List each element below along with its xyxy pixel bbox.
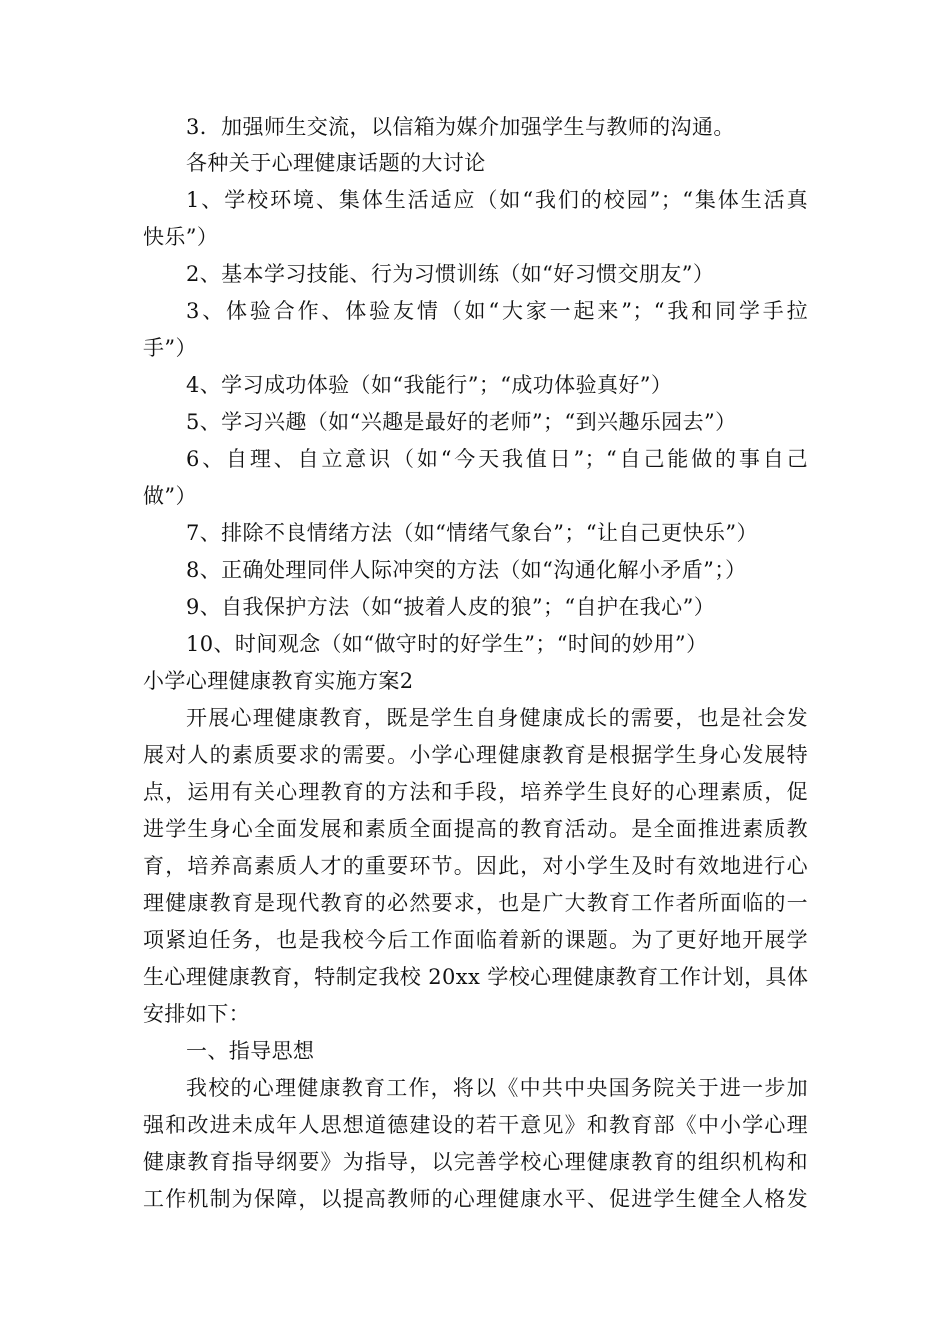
text-line-24: 生心理健康教育，特制定我校 20xx 学校心理健康教育工作计划，具体 (143, 965, 809, 989)
text-line-25: 安排如下： (143, 1002, 250, 1026)
text-line-5: 2、基本学习技能、行为习惯训练（如“好习惯交朋友”） (186, 262, 715, 286)
text-line-18: 展对人的素质要求的需要。小学心理健康教育是根据学生身心发展特 (143, 743, 808, 767)
text-line-1: 3．加强师生交流，以信箱为媒介加强学生与教师的沟通。 (186, 115, 735, 139)
text-line-17: 开展心理健康教育，既是学生自身健康成长的需要，也是社会发 (186, 706, 808, 730)
text-line-22: 理健康教育是现代教育的必然要求，也是广大教育工作者所面临的一 (143, 891, 808, 915)
text-line-19: 点，运用有关心理教育的方法和手段，培养学生良好的心理素质，促 (143, 780, 808, 804)
text-line-4: 快乐”） (143, 225, 219, 249)
text-line-21: 育，培养高素质人才的重要环节。因此，对小学生及时有效地进行心 (143, 854, 808, 878)
text-line-27: 我校的心理健康教育工作，将以《中共中央国务院关于进一步加 (186, 1076, 808, 1100)
subsection-heading: 一、指导思想 (186, 1039, 315, 1063)
text-line-9: 5、学习兴趣（如“兴趣是最好的老师”；“到兴趣乐园去”） (186, 410, 737, 434)
text-line-15: 10、时间观念（如“做守时的好学生”；“时间的妙用”） (186, 632, 708, 656)
text-line-6: 3、体验合作、体验友情（如“大家一起来”；“我和同学手拉 (186, 299, 808, 323)
text-line-11: 做”） (143, 484, 197, 508)
text-line-30: 工作机制为保障，以提高教师的心理健康水平、促进学生健全人格发 (143, 1187, 808, 1211)
text-line-23: 项紧迫任务，也是我校今后工作面临着新的课题。为了更好地开展学 (143, 928, 808, 952)
text-line-14: 9、自我保护方法（如“披着人皮的狼”；“自护在我心”） (186, 595, 716, 619)
text-line-12: 7、排除不良情绪方法（如“情绪气象台”；“让自己更快乐”） (186, 521, 758, 545)
text-line-7: 手”） (143, 336, 197, 360)
text-line-2: 各种关于心理健康话题的大讨论 (186, 151, 486, 175)
text-line-13: 8、正确处理同伴人际冲突的方法（如“沟通化解小矛盾”；） (186, 558, 747, 582)
text-line-20: 进学生身心全面发展和素质全面提高的教育活动。是全面推进素质教 (143, 817, 808, 841)
section-heading: 小学心理健康教育实施方案2 (143, 669, 414, 693)
text-line-10: 6、自理、自立意识（如“今天我值日”；“自己能做的事自己 (186, 447, 808, 471)
text-line-29: 健康教育指导纲要》为指导，以完善学校心理健康教育的组织机构和 (143, 1150, 808, 1174)
text-line-3: 1、学校环境、集体生活适应（如“我们的校园”；“集体生活真 (186, 188, 808, 212)
text-line-28: 强和改进未成年人思想道德建设的若干意见》和教育部《中小学心理 (143, 1113, 808, 1137)
text-line-8: 4、学习成功体验（如“我能行”；“成功体验真好”） (186, 373, 673, 397)
